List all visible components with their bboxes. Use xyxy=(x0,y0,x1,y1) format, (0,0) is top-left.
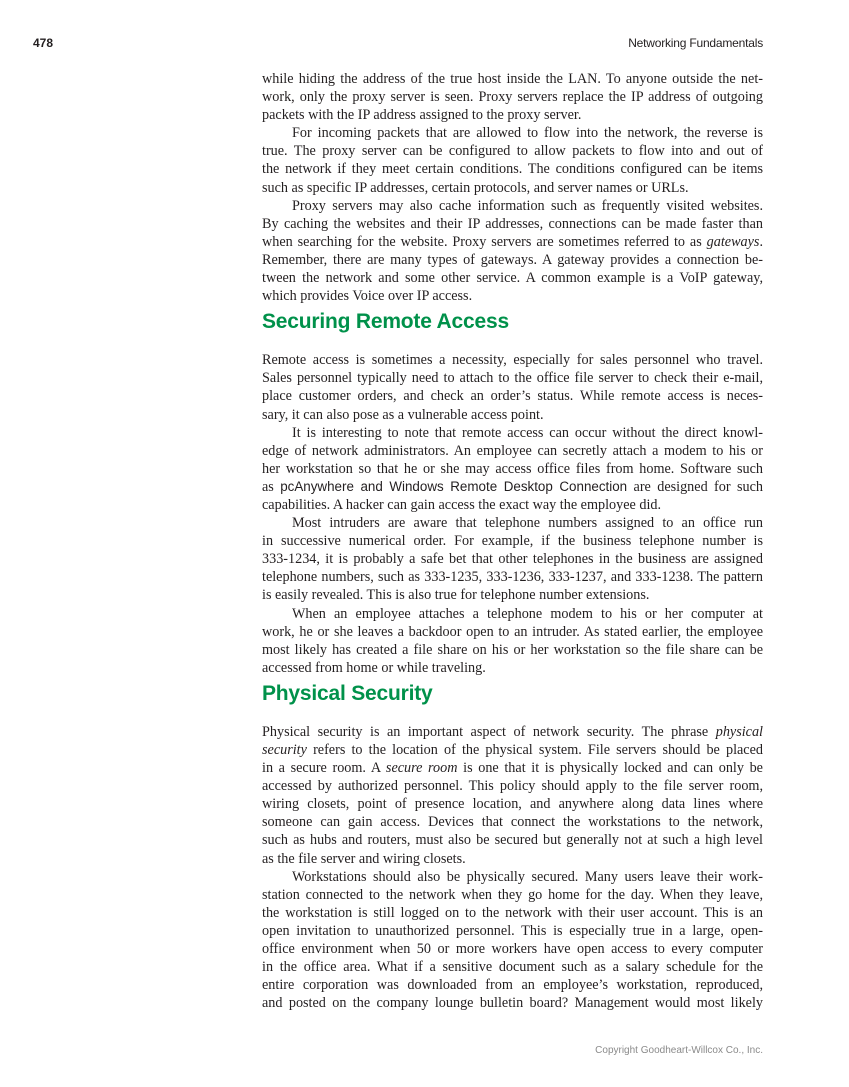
body-text-column xyxy=(262,70,763,1012)
text-line: the workstation is still logged on to the network with their user account. This is an xyxy=(262,904,763,921)
text-line: work, only the proxy server is seen. Proxy servers replace the IP address of outgoing xyxy=(262,89,763,106)
text-line xyxy=(262,741,763,759)
text-run: are designed for such xyxy=(627,478,763,495)
italic-term: gateways xyxy=(706,233,760,250)
text-run: as xyxy=(262,478,281,495)
text-line: office environment when 50 or more workers have open access to every computer xyxy=(262,941,763,958)
text-line: while hiding the address of the true host inside the LAN. To anyone outside the net- xyxy=(262,71,763,87)
text-line: as the file server and wiring closets. xyxy=(262,850,466,867)
text-line xyxy=(262,233,763,251)
text-line: and posted on the company lounge bulletin board? Management would most likely xyxy=(262,995,763,1012)
copyright-footer: Copyright Goodheart-Willcox Co., Inc. xyxy=(595,1045,763,1056)
text-line: most likely has created a file share on his or her workstation so the file share can be xyxy=(262,641,763,658)
text-line: sary, it can also pose as a vulnerable access point. xyxy=(262,406,544,423)
text-line xyxy=(262,723,763,741)
software-name: pcAnywhere and Windows Remote Desktop Connection xyxy=(280,478,628,494)
text-line: Most intruders are aware that telephone numbers assigned to an office run xyxy=(292,515,763,532)
paragraph xyxy=(262,605,763,677)
text-run: when searching for the website. Proxy servers are sometimes referred to as xyxy=(262,233,707,250)
italic-term: security xyxy=(262,742,307,758)
paragraph xyxy=(262,868,763,1013)
text-line: accessed from home or while traveling. xyxy=(262,659,486,676)
text-line: is easily revealed. This is also true for telephone number extensions. xyxy=(262,587,650,604)
text-line: Workstations should also be physically secured. Many users leave their work- xyxy=(292,868,763,885)
text-line: in successive numerical order. For example, if the business telephone number is xyxy=(262,533,763,550)
text-line: wiring closets, point of presence location, and anywhere along data lines where xyxy=(262,796,763,813)
text-run: refers to the location of the physical system. File servers should be placed xyxy=(306,742,763,758)
text-line: such as specific IP addresses, certain protocols, and server names or URLs. xyxy=(262,179,689,196)
text-line: place customer orders, and check an order’s status. While remote access is neces- xyxy=(262,388,763,405)
paragraph xyxy=(262,197,763,306)
paragraph xyxy=(262,723,763,868)
italic-term: physical xyxy=(715,723,763,740)
paragraph xyxy=(262,351,763,423)
text-line: someone can gain access. Devices that connect the workstations to the network, xyxy=(262,814,763,831)
text-line: the network if they meet certain conditions. The conditions configured can be items xyxy=(262,161,763,178)
text-run: in a secure room. A xyxy=(262,760,386,777)
text-line: work, he or she leaves a backdoor open to an intruder. As stated earlier, the employee xyxy=(262,623,763,640)
text-line: such as hubs and routers, must also be secured but generally not at such a high level xyxy=(262,832,763,849)
paragraph xyxy=(262,514,763,604)
text-line: capabilities. A hacker can gain access the exact way the employee did. xyxy=(262,496,662,513)
text-line: Sales personnel typically need to attach to the office file server to check their e-mail, xyxy=(262,370,763,387)
italic-term: secure room xyxy=(385,760,458,777)
text-line: Proxy servers may also cache information such as frequently visited websites. xyxy=(292,197,763,214)
page-number: 478 xyxy=(33,36,54,50)
text-line: open invitation to unauthorized personnel. This is especially true in a large, open- xyxy=(262,922,763,939)
paragraph xyxy=(262,70,763,124)
text-line xyxy=(262,478,763,496)
text-line: in the office area. What if a sensitive document such as a salary schedule for the xyxy=(262,959,763,976)
text-run: . xyxy=(759,233,763,250)
section-heading: Physical Security xyxy=(262,681,433,705)
running-head: Networking Fundamentals xyxy=(628,36,763,50)
text-line: By caching the websites and their IP addresses, connections can be made faster than xyxy=(262,215,763,232)
text-line: edge of network administrators. An employee can secretly attach a modem to his or xyxy=(262,442,763,459)
text-line: true. The proxy server can be configured to allow packets to flow into and out of xyxy=(262,143,763,160)
text-line: station connected to the network when they go home for the day. When they leave, xyxy=(262,886,763,903)
text-line: packets with the IP address assigned to the proxy server. xyxy=(262,107,582,124)
text-line: telephone numbers, such as 333-1235, 333-1236, 333-1237, and 333-1238. The pattern xyxy=(262,569,763,586)
paragraph xyxy=(262,424,763,514)
text-run: is one that it is physically locked and can only be xyxy=(457,760,763,777)
text-line: 333-1234, it is probably a safe bet that other telephones in the business are assigned xyxy=(262,551,763,568)
text-line: entire corporation was downloaded from an employee’s workstation, reproduced, xyxy=(262,977,763,994)
text-run: Physical security is an important aspect of network security. The phrase xyxy=(262,723,716,740)
text-line: Remote access is sometimes a necessity, especially for sales personnel who travel. xyxy=(262,352,763,369)
text-line: For incoming packets that are allowed to flow into the network, the reverse is xyxy=(292,125,763,142)
paragraph xyxy=(262,124,763,196)
text-line: accessed by authorized personnel. This policy should apply to the file server room, xyxy=(262,778,763,795)
text-line: her workstation so that he or she may access office files from home. Software such xyxy=(262,460,763,477)
text-line: which provides Voice over IP access. xyxy=(262,288,473,305)
text-line: Remember, there are many types of gateways. A gateway provides a connection be- xyxy=(262,251,763,268)
text-line xyxy=(262,759,763,777)
text-line: tween the network and some other service. A common example is a VoIP gateway, xyxy=(262,270,763,287)
section-heading: Securing Remote Access xyxy=(262,310,509,334)
text-line: It is interesting to note that remote access can occur without the direct knowl- xyxy=(292,424,763,441)
text-line: When an employee attaches a telephone modem to his or her computer at xyxy=(292,605,763,622)
